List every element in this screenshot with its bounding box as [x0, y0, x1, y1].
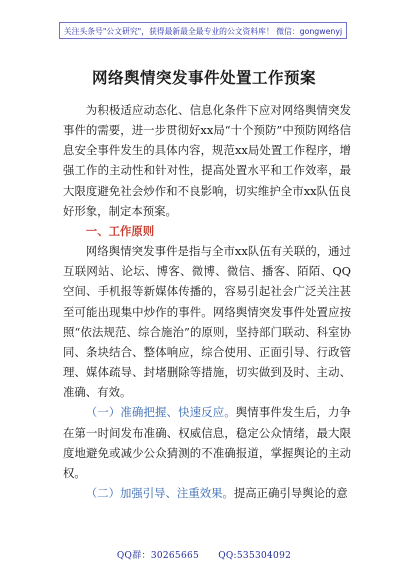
document-body: [63, 100, 351, 503]
page-footer: [0, 548, 408, 561]
footer-qq-group: QQ群：30265665: [116, 551, 200, 561]
intro-paragraph: 为积极适应动态化、信息化条件下应对网络舆情突发事件的需要，进一步贯彻好xx局“十个预防”中预防网络信息安全事件发生的具体内容，规范xx局处置工作程序，增强工作的主动性和针对性，提高处置水平和工作效率，最大限度避免社会炒作和不良影响，切实维护全市xx队伍良好形象，制定本预案。: [63, 103, 351, 218]
subsection-2: [63, 483, 351, 503]
subsection-1-label: （一）准确把握、快速反应。: [85, 405, 236, 420]
footer-qq: QQ:535304092: [218, 551, 292, 561]
document-title: 网络舆情突发事件处置工作预案: [91, 69, 316, 87]
subsection-1-text: 舆情事件发生后，力争在第一时间发布准确、权威信息，稳定公众情绪，最大限度地避免或减少公众猜测的不准确报道，掌握舆论的主动权。: [63, 405, 351, 480]
subsection-2-text: 提高正确引导舆论的意: [233, 485, 348, 500]
subsection-2-label: （二）加强引导、注重效果。: [85, 485, 234, 500]
principle-paragraph: 网络舆情突发事件是指与全市xx队伍有关联的，通过互联网站、论坛、博客、微博、微信、播客、陌陌、QQ空间、手机报等新媒体传播的，容易引起社会广泛关注甚至可能出现集中炒作的事件。网络舆情突发事件处置应按照“依法规范、综合施治”的原则，坚持部门联动、科室协同、条块结合、整体响应，综合使用、正面引导、行政管理、媒体疏导、封堵删除等措施，切实做到及时、主动、准确、有效。: [63, 244, 351, 400]
promo-banner: 关注头条号"公文研究"，获得最新最全最专业的公文资料库！ 微信：gongwenyj: [59, 22, 347, 39]
section-heading: 一、工作原则: [85, 223, 155, 238]
subsection-1: [63, 402, 351, 483]
